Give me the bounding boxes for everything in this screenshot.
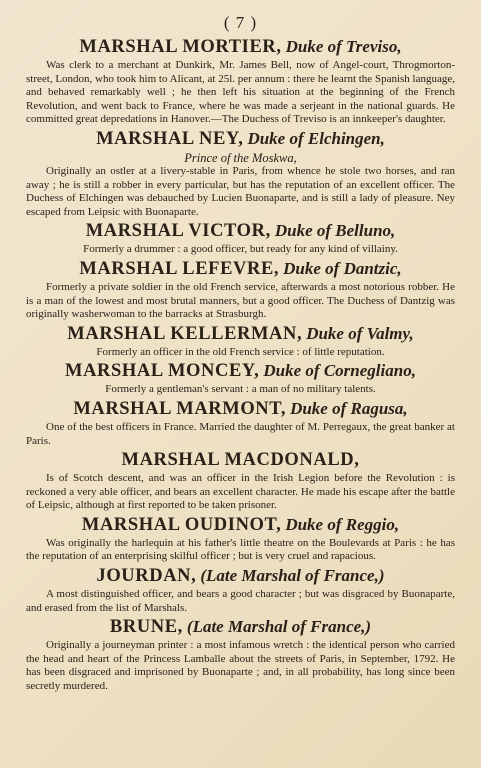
marshal-entry <box>26 360 455 397</box>
marshal-description: Formerly a gentleman's servant : a man of no military talents. <box>105 383 376 396</box>
entry-heading <box>26 128 455 151</box>
marshal-name: MARSHAL MACDONALD, <box>121 450 360 471</box>
marshal-name: MARSHAL VICTOR, <box>85 221 271 242</box>
marshal-description: Formerly a private soldier in the old French service, afterwards a most notorious robber. He is a man of the lowest and most brutal manners, but a good officer. The Duchess of Dantzig was originally washerwoman to the barracks at Strasburgh. <box>26 280 455 321</box>
marshal-description: Formerly an officer in the old French service : of little reputation. <box>96 345 385 358</box>
marshal-entry <box>26 220 455 257</box>
marshal-description: Formerly a drummer : a good officer, but ready for any kind of villainy. <box>83 243 398 256</box>
entries-list <box>26 36 455 694</box>
marshal-name: MARSHAL MONCEY, <box>65 361 260 382</box>
marshal-entry <box>26 514 455 564</box>
entry-heading <box>26 220 455 243</box>
marshal-name: BRUNE, <box>109 617 183 638</box>
entry-heading <box>26 360 455 383</box>
marshal-entry <box>26 565 455 615</box>
marshal-description: Is of Scotch descent, and was an officer in the Irish Legion before the Revolution : is reckoned a very able officer, and bears an excellent character. He made his escape after the battle of Leipsic, although at first reported to be taken prisoner. <box>26 472 455 512</box>
entry-heading <box>26 323 455 346</box>
entry-heading <box>26 258 455 281</box>
marshal-entry <box>26 323 455 360</box>
marshal-entry <box>26 616 455 693</box>
marshal-description: Originally an ostler at a livery-stable in Paris, from whence he stole two horses, and ran away ; he is still a robber in every particular, but has the reputation of an excellent officer. The Duchess of Elchingen was debauched by Lucien Buonaparte, and is still a lady of pleasure. Ney escaped from Leipsic with Buonaparte. <box>26 164 455 218</box>
entry-heading <box>26 36 455 59</box>
marshal-entry <box>26 128 455 219</box>
marshal-title: Duke of Reggio, <box>285 514 400 534</box>
marshal-name: MARSHAL LEFEVRE, <box>79 258 280 279</box>
marshal-entry <box>26 36 455 127</box>
entry-heading <box>26 514 455 537</box>
entry-heading <box>26 565 455 588</box>
marshal-title: Duke of Valmy, <box>306 323 414 343</box>
marshal-title: Duke of Dantzic, <box>283 258 402 278</box>
marshal-description: Was clerk to a merchant at Dunkirk, Mr. James Bell, now of Angel-court, Throgmorton-street, London, who took him to Alicant, at 25l. per annum : there he learnt the Spanish language, and behaved remarkably well ; he then left his situation at the beginning of the French Revolution, and went back to France, where he was made a serjeant in the national guards. He committed great depredations in Hanover.—The Duchess of Treviso is an innkeeper's daughter. <box>26 59 455 126</box>
entry-heading <box>26 449 455 472</box>
marshal-title: Duke of Belluno, <box>274 221 396 241</box>
marshal-title: Duke of Treviso, <box>285 37 402 56</box>
marshal-title: (Late Marshal of France,) <box>186 617 372 637</box>
page-number: ( 7 ) <box>223 13 258 32</box>
marshal-title: Duke of Elchingen, <box>247 128 385 148</box>
marshal-title: Duke of Cornegliano, <box>263 361 416 381</box>
marshal-name: MARSHAL OUDINOT, <box>81 514 282 535</box>
marshal-title: Duke of Ragusa, <box>290 398 408 418</box>
marshal-entry <box>26 258 455 322</box>
marshal-description: Originally a journeyman printer : a most infamous wretch : the identical person who carried the head and heart of the Princess Lamballe about the streets of Paris, in September, 1792. He has been disgraced and imprisoned by Buonaparte ; and, in all probability, has long since been secretly murdered. <box>26 639 455 693</box>
marshal-name: MARSHAL MARMONT, <box>73 398 287 419</box>
marshal-entry <box>26 398 455 448</box>
marshal-subtitle: Prince of the Moskwa, <box>184 150 297 165</box>
marshal-description: One of the best officers in France. Married the daughter of M. Perregaux, the great banker at Paris. <box>26 420 455 447</box>
marshal-entry <box>26 449 455 513</box>
marshal-description: A most distinguished officer, and bears a good character ; but was disgraced by Buonaparte, and erased from the list of Marshals. <box>26 588 455 614</box>
marshal-name: MARSHAL KELLERMAN, <box>67 323 303 344</box>
marshal-name: MARSHAL MORTIER, <box>79 37 282 57</box>
marshal-title: (Late Marshal of France,) <box>200 566 385 586</box>
marshal-description: Was originally the harlequin at his father's little theatre on the Boulevards at Paris : he has the reputation of an enterprising skilful officer ; but is very cruel and rapacious. <box>26 536 455 563</box>
entry-heading <box>26 616 455 639</box>
marshal-name: JOURDAN, <box>96 566 197 587</box>
entry-heading <box>26 398 455 421</box>
marshal-name: MARSHAL NEY, <box>96 128 244 149</box>
